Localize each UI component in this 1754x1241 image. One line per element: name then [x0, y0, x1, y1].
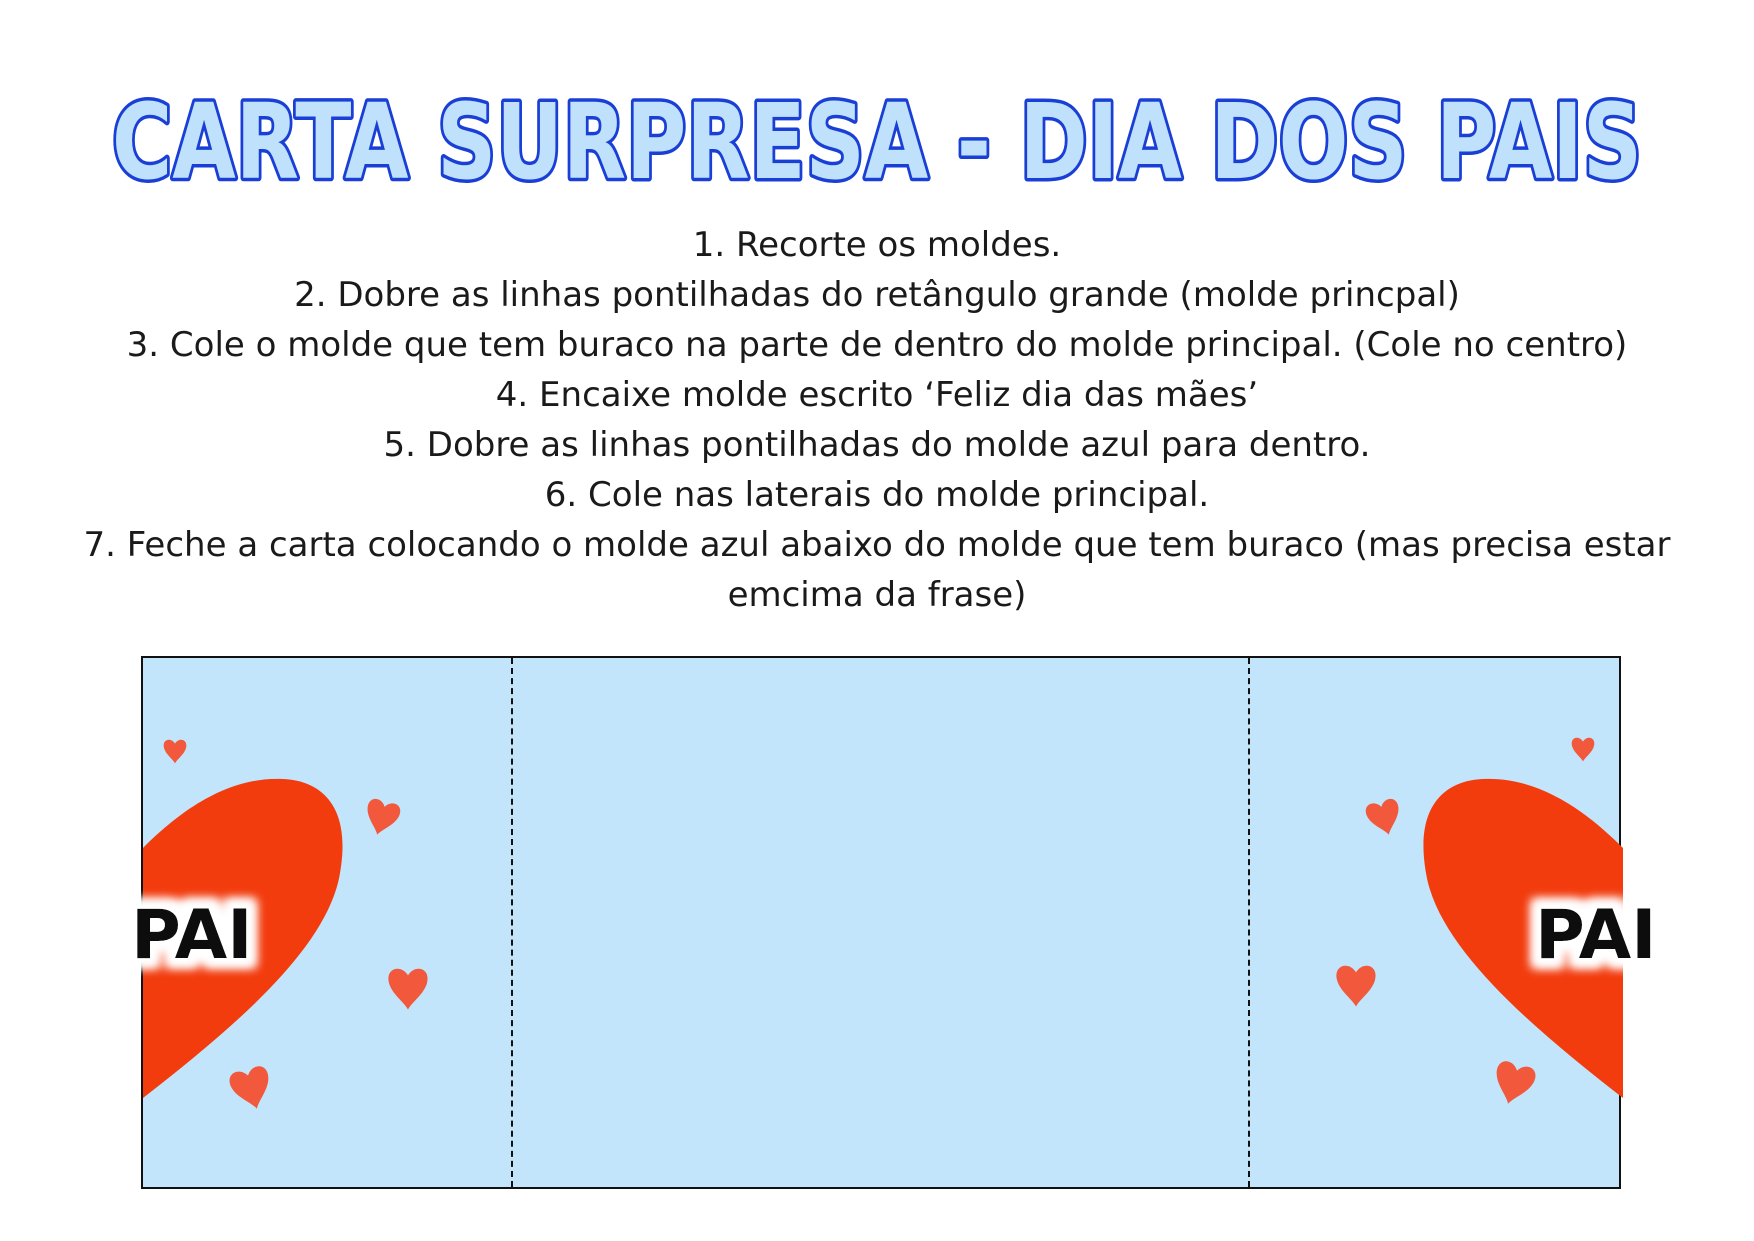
small-heart-icon	[361, 797, 402, 839]
instruction-step-4: 4. Encaixe molde escrito ‘Feliz dia das mães’	[495, 375, 1259, 415]
instruction-step-3: 3. Cole o molde que tem buraco na parte de dentro do molde principal. (Cole no centro)	[126, 325, 1628, 365]
fold-line-left	[511, 658, 513, 1187]
small-heart-icon	[1336, 966, 1375, 1007]
instruction-step-5: 5. Dobre as linhas pontilhadas do molde azul para dentro.	[383, 425, 1371, 465]
right-heart-label: PAI	[1535, 896, 1657, 975]
instruction-step-2: 2. Dobre as linhas pontilhadas do retângulo grande (molde princpal)	[294, 275, 1460, 315]
instructions-list	[40, 220, 1714, 620]
fold-line-right	[1248, 658, 1250, 1187]
small-heart-icon	[227, 1064, 275, 1114]
template-artwork	[131, 658, 1657, 1191]
left-heart-label: PAI	[131, 896, 253, 975]
title-svg	[0, 78, 1754, 208]
title-banner	[0, 78, 1754, 208]
page-title: CARTA SURPRESA - DIA DOS PAIS	[112, 81, 1642, 203]
instruction-step-7: 7. Feche a carta colocando o molde azul abaixo do molde que tem buraco (mas precisa estar emcima da frase)	[83, 525, 1671, 615]
small-heart-icon	[1572, 738, 1595, 762]
small-heart-icon	[388, 969, 427, 1010]
small-heart-icon	[1364, 797, 1405, 839]
small-heart-icon	[1489, 1059, 1537, 1109]
instruction-step-1: 1. Recorte os moldes.	[692, 225, 1062, 265]
card-template	[131, 656, 1657, 1189]
small-heart-icon	[164, 740, 187, 764]
instruction-step-6: 6. Cole nas laterais do molde principal.	[544, 475, 1210, 515]
